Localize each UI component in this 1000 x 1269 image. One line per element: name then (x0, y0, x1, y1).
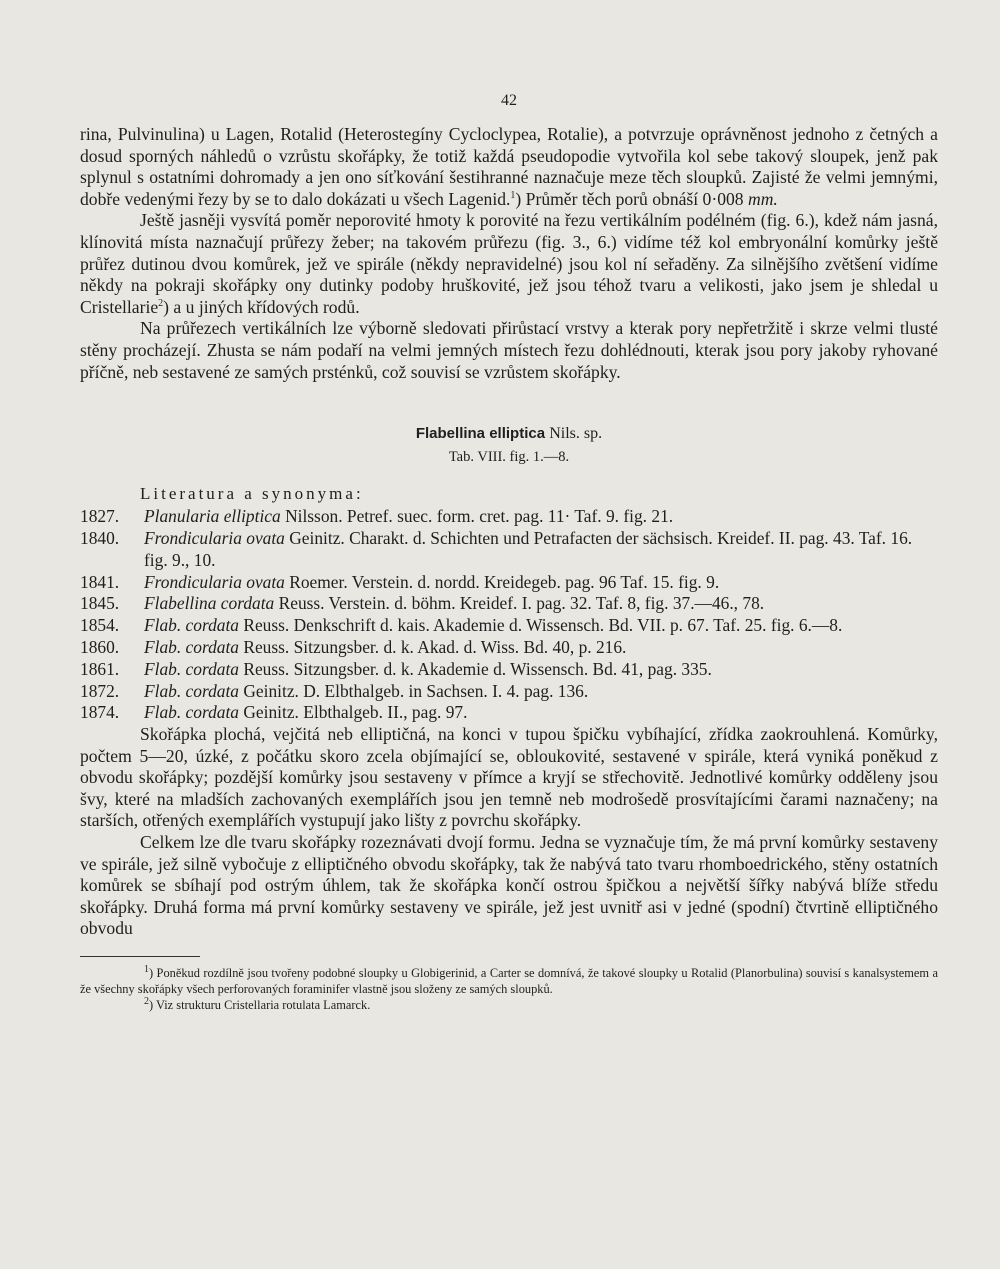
paragraph-2-tail: ) a u jiných křídových rodů. (163, 296, 360, 317)
paragraph-1 (80, 124, 938, 210)
synonym-taxon: Flab. cordata (144, 636, 239, 657)
synonym-entry (80, 593, 938, 615)
species-author: Nils. sp. (549, 425, 603, 443)
synonym-list (80, 506, 938, 724)
footnote-ref-2: 2 (158, 297, 164, 309)
synonym-ref: Nilsson. Petref. suec. form. cret. pag. 11· Taf. 9. fig. 21. (285, 506, 674, 527)
synonym-year: 1841. (80, 571, 120, 592)
synonym-year: 1827. (80, 506, 120, 527)
synonym-entry (80, 528, 938, 572)
synonym-taxon: Flabellina cordata (144, 593, 275, 614)
footnote-2 (80, 997, 938, 1013)
page-number: 42 (501, 92, 517, 109)
synonym-year: 1854. (80, 615, 120, 636)
synonym-year: 1861. (80, 658, 120, 679)
synonym-ref: Reuss. Sitzungsber. d. k. Akad. d. Wiss. Bd. 40, p. 216. (243, 636, 627, 657)
paragraph-2-text: Ještě jasněji vysvítá poměr neporovité hmoty k porovité na řezu vertikálním podélném (fig. 6.), kdež nám jasná, klínovitá místa naznačují průřezy žeber; na takovém průřezu (fig. 3., 6.) vidíme též kol embryonální komůrky ještě průřez dutinou dvou komůrek, jež ve spirále (někdy nepravidelné) jsou kol ní seřaděny. Za silnějšího zvětšení vidíme někdy na pokraji skořápky ony dutinky podoby hruškovité, jež jsou téhož tvaru a velikosti, jako jsem je shledal u Cristellarie (80, 210, 938, 317)
synonym-year: 1872. (80, 680, 120, 701)
paragraph-1-text: rina, Pulvinulina) u Lagen, Rotalid (Heterostegíny Cycloclypea, Rotalie), a potvrzuje oprávněnost jednoho z četných a dosud sporných náhledů o vzrůstu skořápky, že totiž každá pseudopodie vytvořila kol sebe takový sloupek, jenž pak splynul s ostatními dohromady a jen ono síťkování šestihranné naznačuje meze těch sloupků. Zajisté že velmi jemnými, dobře vedenými řezy by se to dalo dokázati u všech Lagenid. (80, 124, 938, 209)
synonym-entry (80, 615, 938, 637)
synonym-ref: Reuss. Verstein. d. böhm. Kreidef. I. pag. 32. Taf. 8, fig. 37.—46., 78. (278, 593, 765, 614)
synonym-entry (80, 659, 938, 681)
synonym-entry (80, 681, 938, 703)
paragraph-2 (80, 210, 938, 318)
synonym-taxon: Planularia elliptica (144, 506, 281, 527)
paragraph-3: Na průřezech vertikálních lze výborně sledovati přirůstací vrstvy a kterak pory nepřetržitě i skrze velmi tlusté stěny procházejí. Zhusta se nám podaří na velmi jemných místech řezu dohlédnouti, kterak jsou pory jakoby ryhované příčně, neb sestavené ze samých prsténků, což souvisí se vzrůstem skořápky. (80, 318, 938, 382)
footnote-1 (80, 965, 938, 997)
paragraph-5: Celkem lze dle tvaru skořápky rozeznávati dvojí formu. Jedna se vyznačuje tím, že má první komůrky sestaveny ve spirále, jež silně vybočuje z elliptičného obvodu skořápky, tak že nabývá tato tvaru rhomboedrického, stěny ostatních komůrek se sbíhají pod ostrým úhlem, tak že skořápka končí ostrou špičkou a největší šířky nabývá blíže středu skořápky. Druhá forma má první komůrky sestaveny ve spirále, jež jest uvnitř asi v jedné (spodní) čtvrtině elliptičného obvodu (80, 832, 938, 939)
synonym-ref: Reuss. Sitzungsber. d. k. Akademie d. Wissensch. Bd. 41, pag. 335. (243, 658, 712, 679)
synonym-taxon: Flab. cordata (144, 658, 239, 679)
synonym-taxon: Frondicularia ovata (144, 527, 285, 548)
synonym-entry (80, 637, 938, 659)
synonym-year: 1860. (80, 636, 120, 657)
paragraph-1-tail: ) Průměr těch porů obnáší 0·008 (515, 188, 748, 209)
species-name: Flabellina elliptica (415, 425, 546, 443)
synonym-ref: Geinitz. Elbthalgeb. II., pag. 97. (243, 702, 468, 723)
footnote-text: ) Poněkud rozdílně jsou tvořeny podobné sloupky u Globigerinid, a Carter se domnívá, že takové sloupky u Rotalid (Planorbulina) souvisí s kanalsystemem a že všechny skořápky všech perforovaných foraminifer vlastně jsou složeny ze samých sloupků. (80, 966, 938, 997)
synonym-taxon: Flab. cordata (144, 702, 239, 723)
synonym-taxon: Flab. cordata (144, 615, 239, 636)
synonym-entry (80, 702, 938, 724)
synonym-taxon: Frondicularia ovata (144, 571, 285, 592)
plate-reference: Tab. VIII. fig. 1.—8. (448, 449, 570, 466)
synonym-entry (80, 506, 938, 528)
synonym-ref: Geinitz. D. Elbthalgeb. in Sachsen. I. 4. pag. 136. (243, 680, 589, 701)
synonym-taxon: Flab. cordata (144, 680, 239, 701)
paragraph-4: Skořápka plochá, vejčitá neb elliptičná, na konci v tupou špičku vybíhající, zřídka zaokrouhlená. Komůrky, počtem 5—20, úzké, z počátku skoro zcela objímající se, obloukovité, sestavené v spirále, která vyniká poněkud z obvodu skořápky; pozdější komůrky jsou sestaveny v přímce a kryjí se střechovitě. Jednotlivé komůrky odděleny jsou švy, které na mladších zachovaných exemplářích jsou jen temně neb modrošedě prosvítajícími čarami naznačeny; na starších, otřených exemplářích vystupují jako lišty z povrchu skořápky. (80, 724, 938, 831)
unit-mm: mm. (748, 188, 778, 209)
footnote-divider (80, 956, 200, 957)
synonym-ref: Roemer. Verstein. d. nordd. Kreidegeb. pag. 96 Taf. 15. fig. 9. (289, 571, 720, 592)
synonym-year: 1845. (80, 593, 120, 614)
footnote-mark: 1 (144, 963, 149, 975)
literature-heading: Literatura a synonyma: (140, 484, 364, 504)
synonym-year: 1840. (80, 527, 120, 548)
synonym-ref: Geinitz. Charakt. d. Schichten und Petrafacten der sächsisch. Kreidef. II. pag. 43. Taf. 16. fig. 9., 10. (144, 527, 913, 570)
footnote-mark: 2 (144, 995, 149, 1007)
synonym-entry (80, 572, 938, 594)
footnote-ref-1: 1 (510, 189, 516, 201)
footnote-text: ) Viz strukturu Cristellaria rotulata Lamarck. (149, 998, 371, 1013)
section-title (80, 425, 938, 443)
synonym-year: 1874. (80, 702, 120, 723)
synonym-ref: Reuss. Denkschrift d. kais. Akademie d. Wissensch. Bd. VII. p. 67. Taf. 25. fig. 6.—8. (243, 615, 843, 636)
